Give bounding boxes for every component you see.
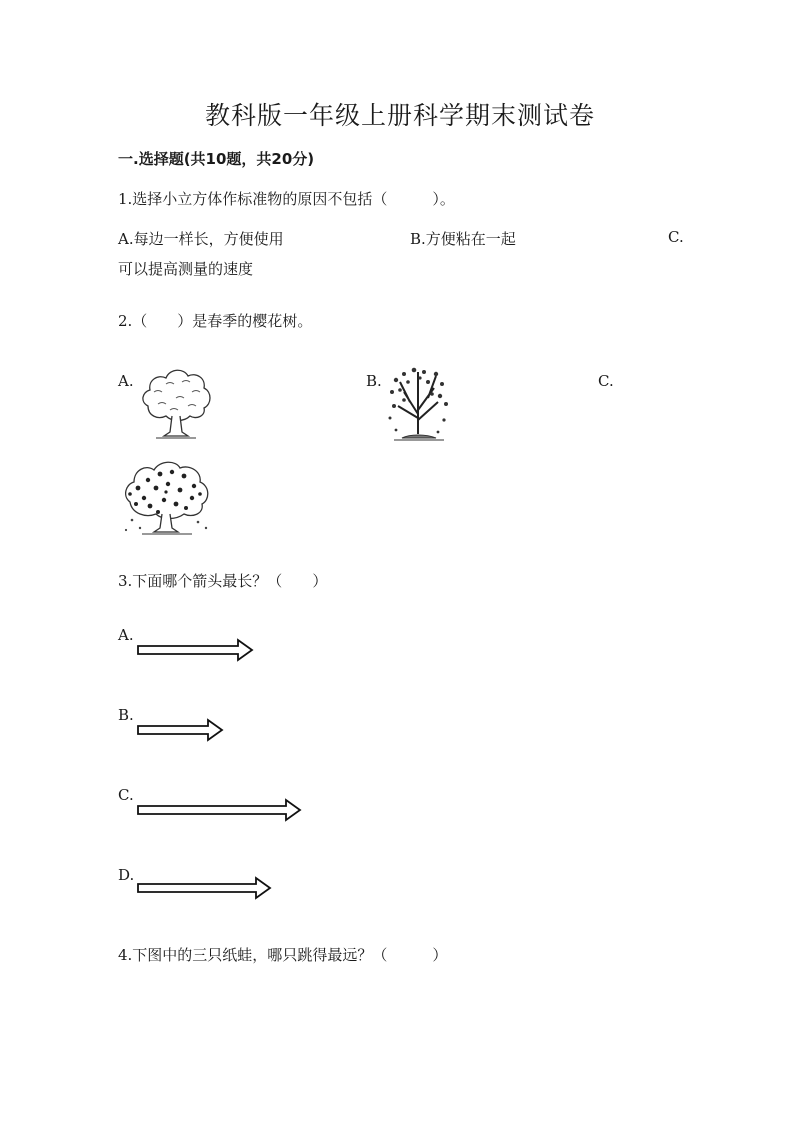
tree-dotted-blossom-icon [120,458,216,540]
question-3-stem: 3.下面哪个箭头最长？（ ） [118,572,328,590]
question-3-option-d: D. [118,866,135,884]
arrow-a [136,636,316,664]
question-3-option-a: A. [118,626,134,644]
question-2-stem: 2.（ ）是春季的樱花树。 [118,312,313,330]
question-2-option-b: B. [366,372,382,390]
tree-white-blossom-icon [136,362,216,442]
arrow-d [136,874,316,902]
arrow-b [136,716,316,744]
question-1-option-c-text: 可以提高测量的速度 [118,260,254,278]
question-1-option-b: B.方便粘在一起 [410,230,516,248]
arrow-c [136,796,316,824]
question-1-option-c: C. [668,228,684,246]
question-2-option-c: C. [598,372,614,390]
section-heading: 一.选择题(共10题，共20分) [118,150,315,168]
question-4-stem: 4.下图中的三只纸蛙，哪只跳得最远？（ ） [118,946,448,964]
question-3-option-b: B. [118,706,134,724]
question-3-option-c: C. [118,786,134,804]
page-title: 教科版一年级上册科学期末测试卷 [204,101,595,130]
question-1-stem: 1.选择小立方体作标准物的原因不包括（ ）。 [118,190,455,208]
tree-falling-leaves-icon [380,362,456,444]
question-2-option-a: A. [118,372,134,390]
question-1-option-a: A.每边一样长，方便使用 [118,230,284,248]
